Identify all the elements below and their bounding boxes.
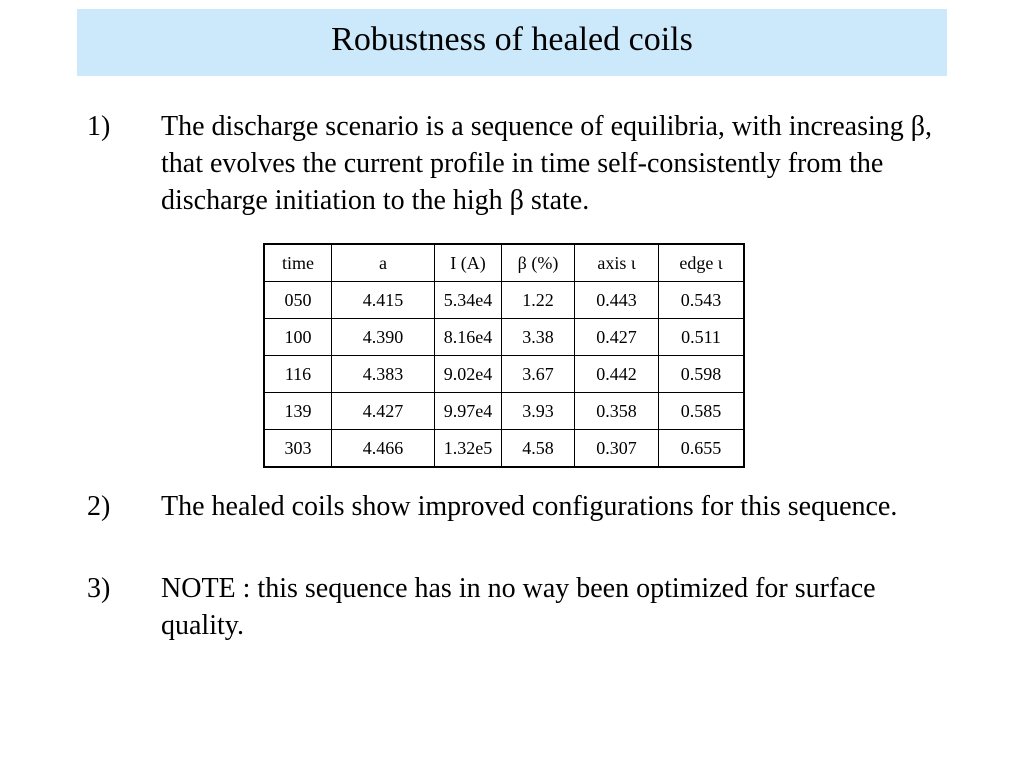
table-header-row	[264, 244, 744, 282]
table-cell: 4.390	[332, 319, 435, 356]
column-header-current: I (A)	[435, 244, 502, 282]
list-item-text: The healed coils show improved configurations for this sequence.	[161, 491, 898, 522]
table-cell: 3.93	[502, 393, 575, 430]
table-cell: 0.585	[659, 393, 745, 430]
table-row	[264, 430, 744, 468]
table-cell: 4.383	[332, 356, 435, 393]
table-cell: 3.38	[502, 319, 575, 356]
table-cell: 3.67	[502, 356, 575, 393]
table-row	[264, 319, 744, 356]
table-cell: 0.511	[659, 319, 745, 356]
table-cell: 0.442	[575, 356, 659, 393]
column-header-edge-iota: edge ι	[659, 244, 745, 282]
table-cell: 1.32e5	[435, 430, 502, 468]
table-row	[264, 356, 744, 393]
column-header-time: time	[264, 244, 332, 282]
table-cell: 0.543	[659, 282, 745, 319]
table-cell: 0.427	[575, 319, 659, 356]
table-cell: 5.34e4	[435, 282, 502, 319]
title-banner	[77, 9, 947, 76]
equilibria-table	[263, 243, 745, 468]
table-cell: 050	[264, 282, 332, 319]
table-cell: 116	[264, 356, 332, 393]
page-title: Robustness of healed coils	[331, 20, 693, 58]
table-cell: 0.307	[575, 430, 659, 468]
table-cell: 9.97e4	[435, 393, 502, 430]
table-cell: 303	[264, 430, 332, 468]
list-item-text: The discharge scenario is a sequence of equilibria, with increasing β, that evolves the current profile in time self-consistently from the discharge initiation to the high β state.	[161, 111, 933, 216]
table-cell: 4.58	[502, 430, 575, 468]
table-cell: 4.466	[332, 430, 435, 468]
table-cell: 1.22	[502, 282, 575, 319]
table-cell: 139	[264, 393, 332, 430]
column-header-axis-iota: axis ι	[575, 244, 659, 282]
table-cell: 9.02e4	[435, 356, 502, 393]
table-cell: 4.415	[332, 282, 435, 319]
table-cell: 0.358	[575, 393, 659, 430]
list-item-text: NOTE : this sequence has in no way been optimized for surface quality.	[161, 573, 876, 641]
column-header-beta: β (%)	[502, 244, 575, 282]
table-cell: 100	[264, 319, 332, 356]
table-row	[264, 393, 744, 430]
list-item-number: 1)	[87, 111, 111, 142]
table-cell: 0.655	[659, 430, 745, 468]
table-cell: 0.598	[659, 356, 745, 393]
table-cell: 4.427	[332, 393, 435, 430]
list-item-number: 2)	[87, 491, 111, 522]
table-cell: 0.443	[575, 282, 659, 319]
column-header-a: a	[332, 244, 435, 282]
table-cell: 8.16e4	[435, 319, 502, 356]
list-item-number: 3)	[87, 573, 111, 604]
table-row	[264, 282, 744, 319]
